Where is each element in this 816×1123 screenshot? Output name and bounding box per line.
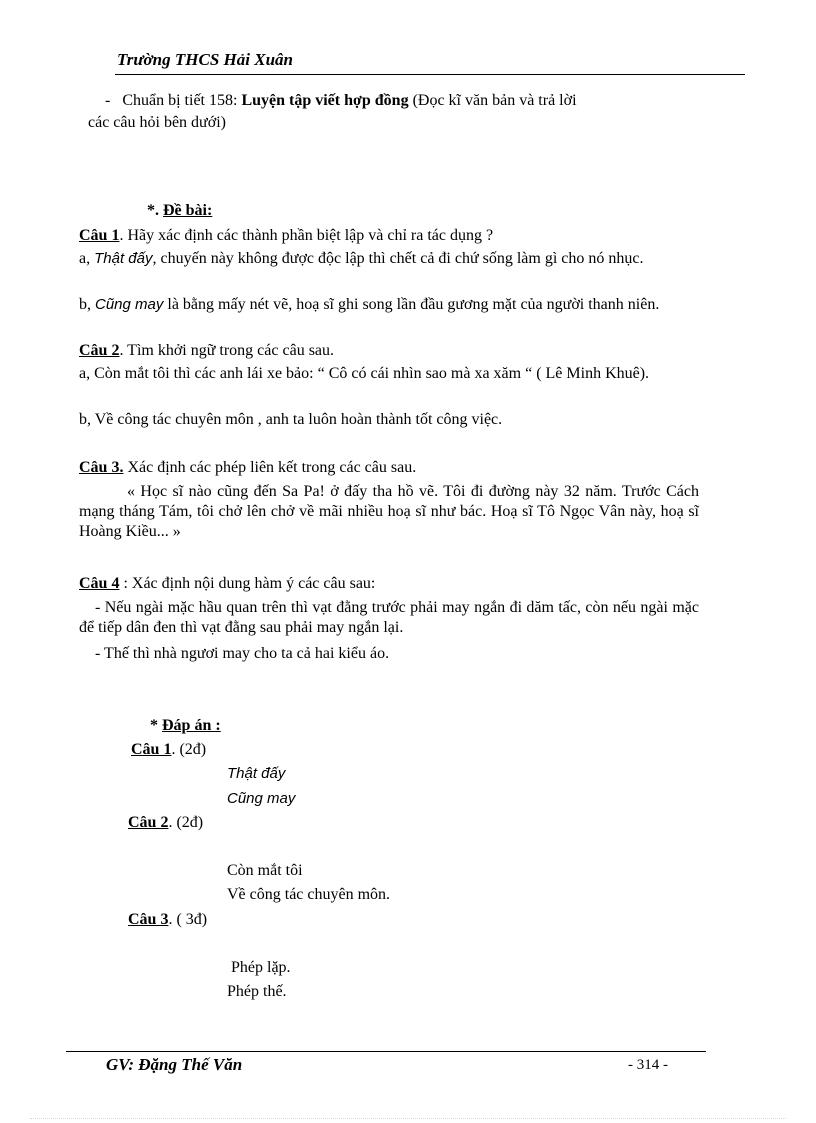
answer-2-score: . (2đ) [168,814,204,831]
answer-1-score: . (2đ) [171,741,207,758]
q1-line [79,226,493,246]
q3-quote: « Học sĩ nào cũng đến Sa Pa! ở đấy tha hồ vẽ. Tôi đi đường này 32 năm. Trước Cách mạng tháng Tám, tôi chở lên chở về mãi nhiều hoạ sĩ như bác. Hoạ sĩ Tô Ngọc Vân này, hoạ sĩ Hoàng Kiều... » [79,483,699,540]
intro-line-2: các câu hỏi bên dưới) [88,114,226,131]
dap-an-title: Đáp án : [162,717,221,734]
intro-dash: - [105,92,111,109]
q1-label: Câu 1 [79,227,120,244]
q2-line [79,341,334,361]
q4-line [79,574,375,594]
page-number: - 314 - [628,1057,668,1073]
q1-a-prefix: a, [79,250,95,267]
footer-teacher: GV: Đặng Thế Văn [106,1055,243,1074]
answer-1 [131,740,206,760]
answer-3-label: Câu 3 [128,911,169,928]
q1-text: . Hãy xác định các thành phần biệt lập và chỉ ra tác dụng ? [119,227,494,244]
q2-label: Câu 2 [79,342,120,359]
header-school: Trường THCS Hải Xuân [117,50,293,69]
de-bai-title: Đề bài: [163,202,213,219]
q4-text: : Xác định nội dung hàm ý các câu sau: [119,575,376,592]
answer-2-item-2: Về công tác chuyên môn. [227,886,391,903]
q1-a-rest: , chuyến này không được độc lập thì chết cả đi chứ sống làm gì cho nó nhục. [152,250,644,267]
answer-3-item-2: Phép thế. [227,983,287,1000]
q3-line [79,458,416,478]
q3-label: Câu 3. [79,459,124,476]
answer-3 [128,910,207,930]
q1-a-italic: Thật đấy [94,250,153,267]
de-bai-heading [147,201,212,221]
answer-1-label: Câu 1 [131,741,172,758]
answer-2-label: Câu 2 [128,814,169,831]
q1-b-prefix: b, [79,296,95,313]
page-bottom-border [30,1118,786,1119]
answer-2 [128,813,203,833]
intro-line [105,91,577,111]
intro-text: Chuẩn bị tiết 158: [122,92,242,109]
q1-b [79,295,699,315]
q2-b: b, Về công tác chuyên môn , anh ta luôn hoàn thành tốt công việc. [79,411,503,428]
q1-a [79,249,699,269]
answer-3-item-1: Phép lặp. [231,959,291,976]
answer-2-item-1: Còn mắt tôi [227,862,303,879]
intro-text-2: (Đọc kĩ văn bản và trả lời [408,92,577,109]
de-bai-prefix: *. [147,202,163,219]
header-rule [115,74,745,75]
q4-label: Câu 4 [79,575,120,592]
dap-an-prefix: * [150,717,162,734]
q4-item-1: - Nếu ngài mặc hầu quan trên thì vạt đằng trước phải may ngắn đi dăm tấc, còn nếu ngài mặc để tiếp dân đen thì vạt đằng sau phải may ngắn lại. [79,599,699,636]
q2-text: . Tìm khởi ngữ trong các câu sau. [119,342,335,359]
answer-1-item-1: Thật đấy [227,765,286,782]
answer-3-score: . ( 3đ) [168,911,208,928]
q1-b-italic: Cũng may [95,296,164,313]
q4-item-2: - Thế thì nhà ngươi may cho ta cả hai kiểu áo. [95,645,390,662]
q3-text: Xác định các phép liên kết trong các câu sau. [123,459,417,476]
q1-b-rest: là bằng mấy nét vẽ, hoạ sĩ ghi song lần đầu gương mặt của người thanh niên. [163,296,660,313]
answer-1-item-2: Cũng may [227,790,296,807]
footer-rule [66,1051,706,1052]
dap-an-heading [150,716,221,736]
q2-a: a, Còn mắt tôi thì các anh lái xe bảo: “ Cô có cái nhìn sao mà xa xăm “ ( Lê Minh Khuê). [79,365,650,382]
intro-bold: Luyện tập viết hợp đồng [241,92,409,109]
